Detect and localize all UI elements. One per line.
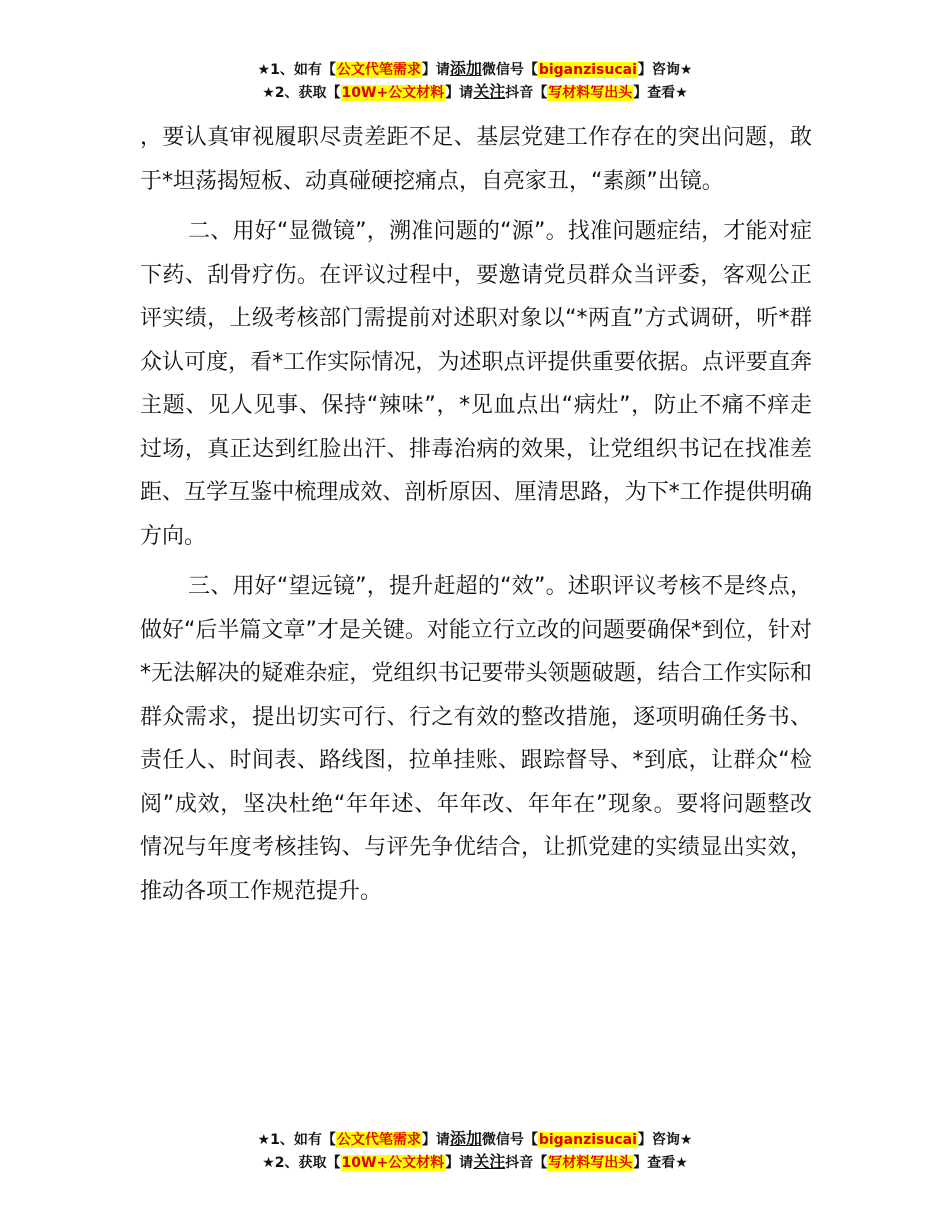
highlight-douyin: 写材料写出头 xyxy=(548,85,633,101)
highlight-materials: 10W+公文材料 xyxy=(341,85,445,101)
highlight-materials: 10W+公文材料 xyxy=(341,1155,445,1171)
highlight-wechat-id: biganzisucai xyxy=(538,62,637,78)
header-banner xyxy=(0,58,950,104)
banner-line-1: ★1、如有【公文代笔需求】请添加微信号【biganzisucai】咨询★ xyxy=(257,59,693,78)
footer-banner xyxy=(0,1128,950,1174)
document-body xyxy=(140,116,812,920)
banner-line-1: ★1、如有【公文代笔需求】请添加微信号【biganzisucai】咨询★ xyxy=(257,1129,693,1148)
highlight-service: 公文代笔需求 xyxy=(336,62,421,78)
highlight-service: 公文代笔需求 xyxy=(336,1132,421,1148)
banner-line-2: ★2、获取【10W+公文材料】请关注抖音【写材料写出头】查看★ xyxy=(262,1152,688,1171)
highlight-douyin: 写材料写出头 xyxy=(548,1155,633,1171)
paragraph-section-3: 三、用好“望远镜”，提升赶超的“效”。述职评议考核不是终点，做好“后半篇文章”才是关键。对能立行立改的问题要确保*到位，针对*无法解决的疑难杂症，党组织书记要带头领题破题，结合工作实际和群众需求，提出切实可行、行之有效的整改措施，逐项明确任务书、责任人、时间表、路线图，拉单挂账、跟踪督导、*到底，让群众“检阅”成效，坚决杜绝“年年述、年年改、年年在”现象。要将问题整改情况与年度考核挂钩、与评先争优结合，让抓党建的实绩显出实效，推动各项工作规范提升。 xyxy=(140,574,812,904)
highlight-wechat-id: biganzisucai xyxy=(538,1132,637,1148)
paragraph-continuation: ，要认真审视履职尽责差距不足、基层党建工作存在的突出问题，敢于*坦荡揭短板、动真碰硬挖痛点，自亮家丑，“素颜”出镜。 xyxy=(140,125,812,194)
paragraph-section-2: 二、用好“显微镜”，溯准问题的“源”。找准问题症结，才能对症下药、刮骨疗伤。在评议过程中，要邀请党员群众当评委，客观公正评实绩，上级考核部门需提前对述职对象以“*两直”方式调研，听*群众认可度，看*工作实际情况，为述职点评提供重要依据。点评要直奔主题、见人见事、保持“辣味”，*见血点出“病灶”，防止不痛不痒走过场，真正达到红脸出汗、排毒治病的效果，让党组织书记在找准差距、互学互鉴中梳理成效、剖析原因、厘清思路，为下*工作提供明确方向。 xyxy=(140,219,812,549)
banner-line-2: ★2、获取【10W+公文材料】请关注抖音【写材料写出头】查看★ xyxy=(262,82,688,101)
